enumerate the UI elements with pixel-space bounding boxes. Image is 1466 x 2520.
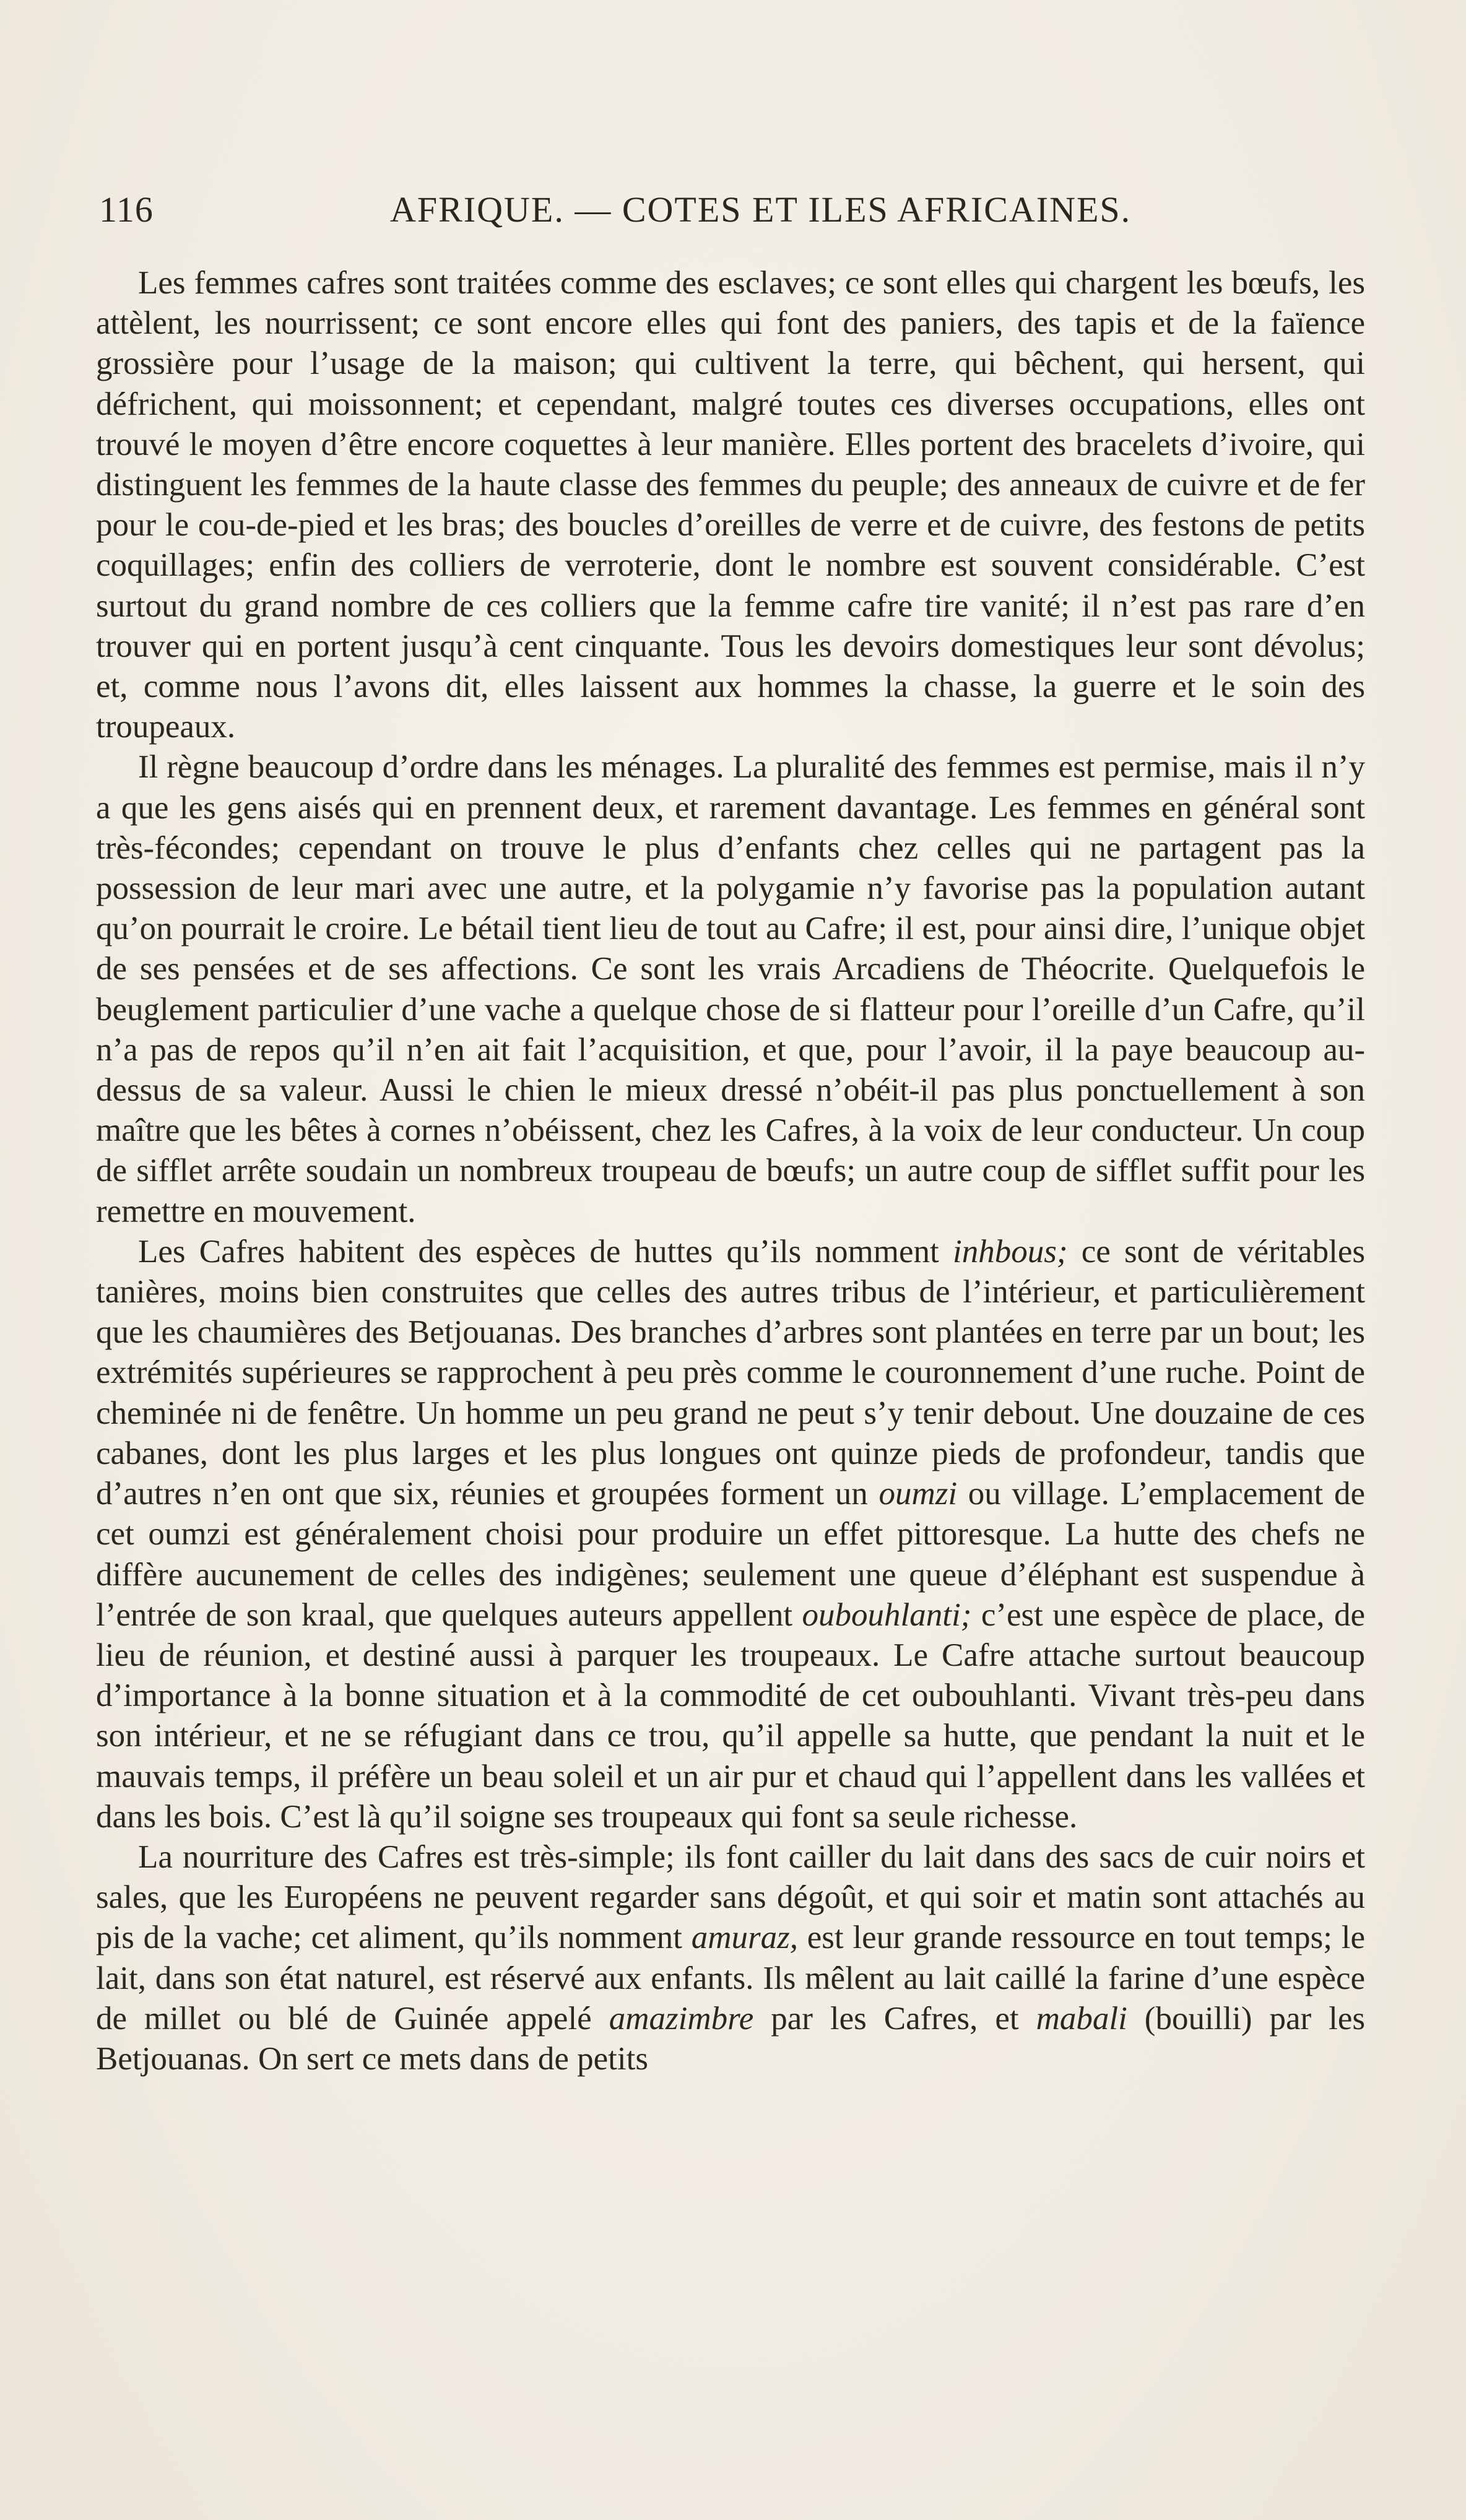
- running-header: [99, 189, 1362, 245]
- paragraph-huts: [96, 1232, 1365, 1837]
- text-run: La nourriture des Cafres est très-simple; ils font cailler du lait dans des sacs de cuir noirs et sales, que les Européens ne peuvent regarder sans dégoût, et qui soir et matin sont attachés au pis de la vache; cet aliment, qu’ils nomment: [96, 1838, 1365, 1956]
- text-run: (bouilli) par les Betjouanas. On sert ce mets dans de petits: [96, 2000, 1366, 2077]
- italic-term-amazimbre: amazimbre: [609, 2000, 754, 2037]
- text-run: c’est une espèce de place, de lieu de réunion, et destiné aussi à parquer les troupeaux. Le Cafre attache surtout beaucoup d’importance à la bonne situation et à la commodité de cet oubouhlanti. Vivant très-peu dans son intérieur, et ne se réfugiant dans ce trou, qu’il appelle sa hutte, que pendant la nuit et le mauvais temps, il préfère un beau soleil et un air pur et chaud qui l’appellent dans les vallées et dans les bois. C’est là qu’il soigne ses troupeaux qui font sa seule richesse.: [96, 1596, 1365, 1835]
- text-run: Les Cafres habitent des espèces de huttes qu’ils nomment: [138, 1233, 953, 1270]
- body-text: [96, 263, 1365, 2079]
- italic-term-oumzi: oumzi: [878, 1476, 958, 1512]
- page-number: 116: [99, 189, 154, 230]
- italic-term-mabali: mabali: [1036, 2000, 1127, 2037]
- paragraph-food: [96, 1837, 1365, 2079]
- running-title: AFRIQUE. — COTES ET ILES AFRICAINES.: [390, 189, 1132, 230]
- text-run: ce sont de véritables tanières, moins bien construites que celles des autres tribus de l’intérieur, et particulièrement que les chaumières des Betjouanas. Des branches d’arbres sont plantées en terre par un bout; les extrémités supérieures se rapprochent à peu près comme le couronnement d’une ruche. Point de cheminée ni de fenêtre. Un homme un peu grand ne peut s’y tenir debout. Une douzaine de ces cabanes, dont les plus larges et les plus longues ont quinze pieds de profondeur, tandis que d’autres n’en ont que six, réunies et groupées forment un: [96, 1233, 1365, 1512]
- italic-term-amuraz: amuraz,: [691, 1920, 798, 1956]
- paragraph-women: Les femmes cafres sont traitées comme des esclaves; ce sont elles qui chargent les bœufs, les attèlent, les nourrissent; ce sont encore elles qui font des paniers, des tapis et de la faïence grossière pour l’usage de la maison; qui cultivent la terre, qui bêchent, qui hersent, qui défrichent, qui moissonnent; et cependant, malgré toutes ces diverses occupations, elles ont trouvé le moyen d’être encore coquettes à leur manière. Elles portent des bracelets d’ivoire, qui distinguent les femmes de la haute classe des femmes du peuple; des anneaux de cuivre et de fer pour le cou-de-pied et les bras; des boucles d’oreilles de verre et de cuivre, des festons de petits coquillages; enfin des colliers de verroterie, dont le nombre est souvent considérable. C’est surtout du grand nombre de ces colliers que la femme cafre tire vanité; il n’est pas rare d’en trouver qui en portent jusqu’à cent cinquante. Tous les devoirs domestiques leur sont dévolus; et, comme nous l’avons dit, elles laissent aux hommes la chasse, la guerre et le soin des troupeaux.: [96, 265, 1365, 745]
- text-run: par les Cafres, et: [753, 2000, 1036, 2037]
- paragraph-household: Il règne beaucoup d’ordre dans les ménages. La pluralité des femmes est permise, mais il n’y a que les gens aisés qui en prennent deux, et rarement davantage. Les femmes en général sont très-fécondes; cependant on trouve le plus d’enfants chez celles qui ne partagent pas la possession de leur mari avec une autre, et la polygamie n’y favorise pas la population autant qu’on pourrait le croire. Le bétail tient lieu de tout au Cafre; il est, pour ainsi dire, l’unique objet de ses pensées et de ses affections. Ce sont les vrais Arcadiens de Théocrite. Quelquefois le beuglement particulier d’une vache a quelque chose de si flatteur pour l’oreille d’un Cafre, qu’il n’a pas de repos qu’il n’en ait fait l’acquisition, et que, pour l’avoir, il la paye beaucoup au-dessus de sa valeur. Aussi le chien le mieux dressé n’obéit-il pas plus ponctuellement à son maître que les bêtes à cornes n’obéissent, chez les Cafres, à la voix de leur conducteur. Un coup de sifflet arrête soudain un nombreux troupeau de bœufs; un autre coup de sifflet suffit pour les remettre en mouvement.: [96, 749, 1365, 1229]
- text-run: ou village. L’emplacement de cet oumzi est généralement choisi pour produire un effet pittoresque. La hutte des chefs ne diffère aucunement de celles des indigènes; seulement une queue d’éléphant est suspendue à l’entrée de son kraal, que quelques auteurs appellent: [96, 1476, 1365, 1633]
- italic-term-inhbous: inhbous;: [952, 1233, 1068, 1270]
- italic-term-oubouhlanti: oubouhlanti;: [802, 1596, 972, 1633]
- text-run: est leur grande ressource en tout temps; le lait, dans son état naturel, est réservé aux enfants. Ils mêlent au lait caillé la farine d’une espèce de millet ou blé de Guinée appelé: [96, 1920, 1365, 2037]
